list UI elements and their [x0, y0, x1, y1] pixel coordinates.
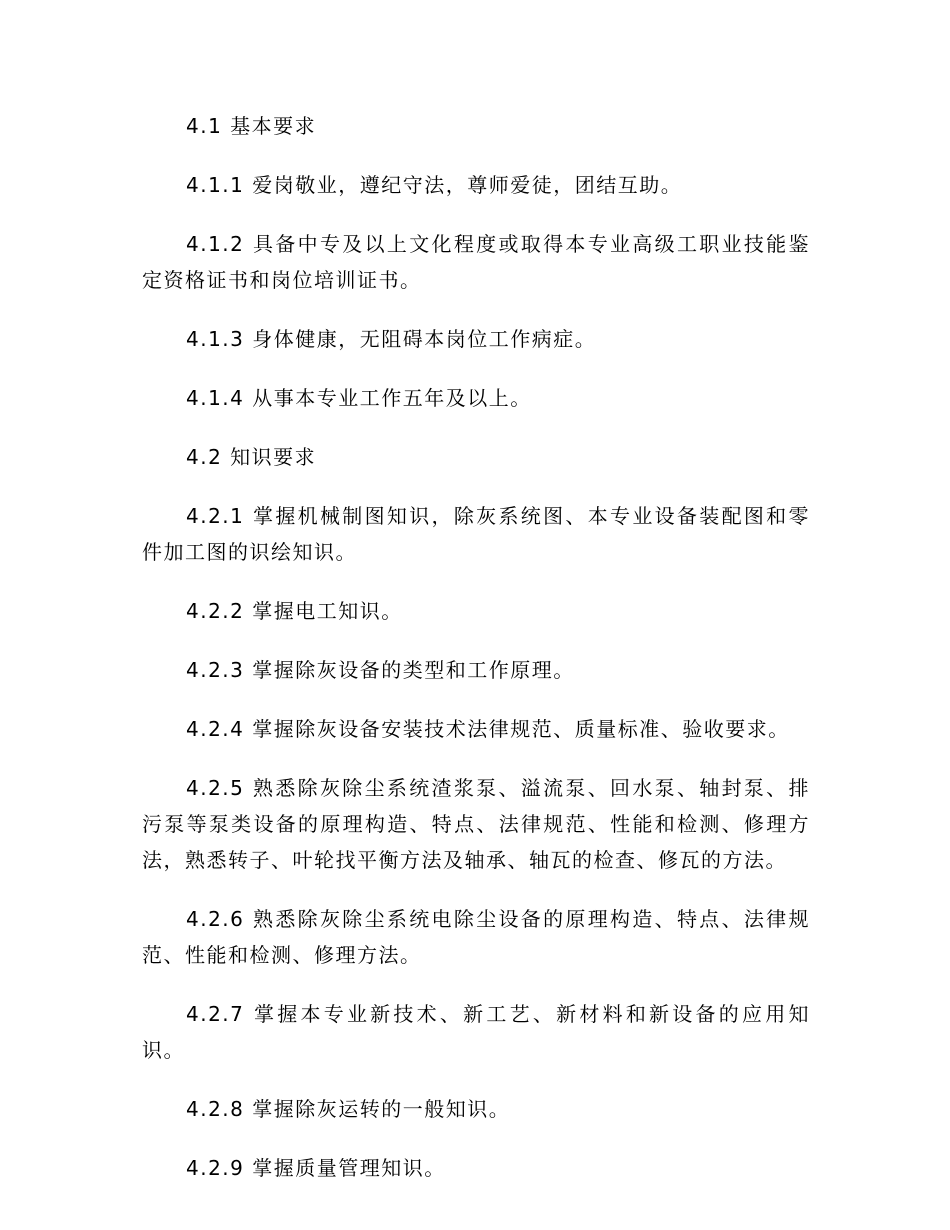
paragraph-4-2-9: 4.2.9 掌握质量管理知识。 [186, 1156, 446, 1180]
paragraph-4-1-4: 4.1.4 从事本专业工作五年及以上。 [186, 386, 532, 410]
paragraph-4-2-3: 4.2.3 掌握除灰设备的类型和工作原理。 [186, 658, 575, 682]
paragraph-4-2-5: 4.2.5 熟悉除灰除尘系统渣浆泵、溢流泵、回水泵、轴封泵、排污泵等泵类设备的原理构造、特点、法律规范、性能和检测、修理方法，熟悉转子、叶轮找平衡方法及轴承、轴瓦的检查、修瓦的方法。 [142, 776, 810, 872]
paragraph-4-2-7: 4.2.7 掌握本专业新技术、新工艺、新材料和新设备的应用知识。 [142, 1002, 810, 1062]
paragraph-4-2-2: 4.2.2 掌握电工知识。 [186, 599, 403, 623]
document-body [142, 108, 810, 1209]
paragraph-4-2-1: 4.2.1 掌握机械制图知识，除灰系统图、本专业设备装配图和零件加工图的识绘知识。 [142, 504, 810, 564]
paragraph-4-2-6: 4.2.6 熟悉除灰除尘系统电除尘设备的原理构造、特点、法律规范、性能和检测、修理方法。 [142, 907, 810, 967]
paragraph-4-1-1: 4.1.1 爱岗敬业，遵纪守法，尊师爱徒，团结互助。 [186, 173, 683, 197]
paragraph-4-2-8: 4.2.8 掌握除灰运转的一般知识。 [186, 1097, 511, 1121]
paragraph-4-1-2: 4.1.2 具备中专及以上文化程度或取得本专业高级工职业技能鉴定资格证书和岗位培训证书。 [142, 232, 810, 292]
section-heading-4-1: 4.1 基本要求 [186, 114, 317, 138]
section-heading-4-2: 4.2 知识要求 [186, 445, 317, 469]
paragraph-4-2-4: 4.2.4 掌握除灰设备安装技术法律规范、质量标准、验收要求。 [186, 717, 790, 741]
paragraph-4-1-3: 4.1.3 身体健康，无阻碍本岗位工作病症。 [186, 327, 597, 351]
